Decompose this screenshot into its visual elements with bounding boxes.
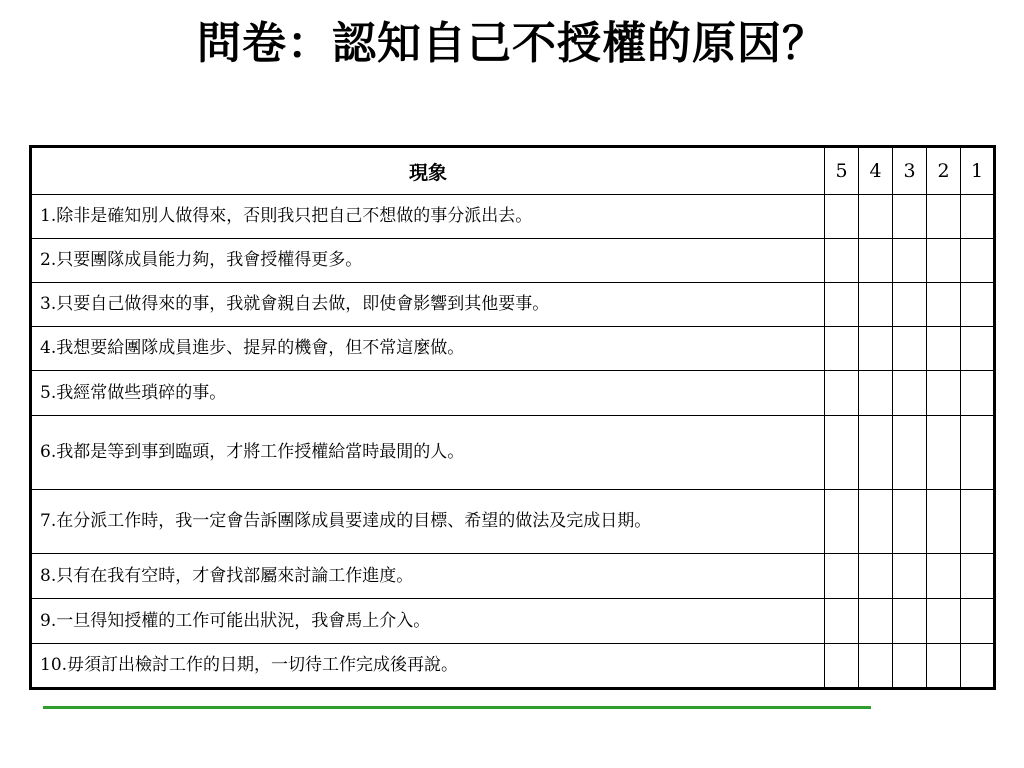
score-cell-3[interactable] — [893, 283, 927, 327]
question-number: 1. — [40, 206, 57, 226]
question-content — [40, 335, 816, 362]
question-number: 2. — [40, 250, 57, 270]
score-cell-2[interactable] — [927, 195, 961, 239]
score-cell-2[interactable] — [927, 599, 961, 644]
score-cell-3[interactable] — [893, 239, 927, 283]
table-row — [31, 554, 995, 599]
score-cell-2[interactable] — [927, 554, 961, 599]
score-cell-1[interactable] — [961, 416, 995, 490]
question-cell — [31, 416, 825, 490]
question-content — [40, 247, 816, 274]
question-number: 10. — [40, 655, 68, 675]
question-text: 只有在我有空時，才會找部屬來討論工作進度。 — [56, 565, 414, 586]
question-content — [40, 203, 816, 230]
score-cell-5[interactable] — [825, 239, 859, 283]
score-cell-1[interactable] — [961, 490, 995, 554]
question-content — [40, 380, 816, 407]
question-cell — [31, 490, 825, 554]
score-cell-5[interactable] — [825, 195, 859, 239]
table-header-row — [31, 147, 995, 195]
score-cell-3[interactable] — [893, 371, 927, 416]
score-cell-2[interactable] — [927, 327, 961, 371]
question-cell — [31, 644, 825, 689]
score-cell-4[interactable] — [859, 416, 893, 490]
score-cell-4[interactable] — [859, 239, 893, 283]
question-text: 我都是等到事到臨頭，才將工作授權給當時最閒的人。 — [56, 442, 465, 462]
header-score-1: 1 — [961, 147, 995, 195]
score-cell-1[interactable] — [961, 371, 995, 416]
score-cell-3[interactable] — [893, 195, 927, 239]
header-score-5: 5 — [825, 147, 859, 195]
score-cell-5[interactable] — [825, 283, 859, 327]
table-row — [31, 327, 995, 371]
question-number: 5. — [40, 382, 57, 403]
score-cell-2[interactable] — [927, 283, 961, 327]
score-cell-5[interactable] — [825, 327, 859, 371]
question-text: 只要自己做得來的事，我就會親自去做，即使會影響到其他要事。 — [56, 294, 550, 314]
score-cell-4[interactable] — [859, 599, 893, 644]
table-row — [31, 490, 995, 554]
score-cell-1[interactable] — [961, 283, 995, 327]
question-number: 4. — [40, 338, 57, 358]
question-number: 3. — [40, 294, 57, 314]
question-cell — [31, 554, 825, 599]
table-row — [31, 195, 995, 239]
question-number: 8. — [40, 565, 57, 586]
question-text: 我想要給團隊成員進步、提昇的機會，但不常這麼做。 — [56, 338, 465, 358]
score-cell-2[interactable] — [927, 371, 961, 416]
score-cell-5[interactable] — [825, 490, 859, 554]
question-text: 除非是確知別人做得來，否則我只把自己不想做的事分派出去。 — [56, 206, 533, 226]
score-cell-4[interactable] — [859, 554, 893, 599]
question-content — [40, 508, 816, 535]
table-row — [31, 239, 995, 283]
question-cell — [31, 599, 825, 644]
score-cell-2[interactable] — [927, 490, 961, 554]
survey-table — [29, 145, 996, 690]
table-row — [31, 599, 995, 644]
question-content — [40, 563, 816, 590]
score-cell-5[interactable] — [825, 416, 859, 490]
score-cell-5[interactable] — [825, 644, 859, 689]
question-text: 毋須訂出檢討工作的日期，一切待工作完成後再說。 — [67, 655, 459, 675]
survey-body — [31, 195, 995, 689]
table-row — [31, 416, 995, 490]
score-cell-5[interactable] — [825, 371, 859, 416]
score-cell-1[interactable] — [961, 327, 995, 371]
score-cell-4[interactable] — [859, 371, 893, 416]
question-number: 9. — [40, 610, 57, 631]
table-row — [31, 371, 995, 416]
question-cell — [31, 327, 825, 371]
score-cell-1[interactable] — [961, 599, 995, 644]
score-cell-4[interactable] — [859, 327, 893, 371]
score-cell-3[interactable] — [893, 416, 927, 490]
score-cell-4[interactable] — [859, 283, 893, 327]
score-cell-3[interactable] — [893, 327, 927, 371]
score-cell-1[interactable] — [961, 554, 995, 599]
table-row — [31, 283, 995, 327]
score-cell-1[interactable] — [961, 239, 995, 283]
question-text: 在分派工作時，我一定會告訴團隊成員要達成的目標、希望的做法及完成日期。 — [56, 511, 652, 531]
question-content — [40, 652, 816, 679]
question-content — [40, 291, 816, 318]
score-cell-3[interactable] — [893, 599, 927, 644]
question-number: 6. — [40, 442, 57, 462]
score-cell-4[interactable] — [859, 644, 893, 689]
question-text: 只要團隊成員能力夠，我會授權得更多。 — [56, 250, 363, 270]
score-cell-2[interactable] — [927, 644, 961, 689]
score-cell-4[interactable] — [859, 490, 893, 554]
footer-accent-line — [43, 706, 871, 709]
table-row — [31, 644, 995, 689]
score-cell-1[interactable] — [961, 195, 995, 239]
question-cell — [31, 239, 825, 283]
question-text: 我經常做些瑣碎的事。 — [56, 382, 227, 403]
question-text: 一旦得知授權的工作可能出狀況，我會馬上介入。 — [56, 610, 431, 631]
question-cell — [31, 195, 825, 239]
slide-title: 問卷：認知自己不授權的原因？ — [197, 18, 827, 69]
question-number: 7. — [40, 511, 57, 531]
question-content — [40, 439, 816, 466]
score-cell-3[interactable] — [893, 644, 927, 689]
score-cell-2[interactable] — [927, 416, 961, 490]
question-cell — [31, 283, 825, 327]
score-cell-5[interactable] — [825, 554, 859, 599]
score-cell-4[interactable] — [859, 195, 893, 239]
question-content — [40, 608, 816, 635]
survey-table-container — [29, 145, 996, 690]
score-cell-3[interactable] — [893, 554, 927, 599]
score-cell-1[interactable] — [961, 644, 995, 689]
score-cell-2[interactable] — [927, 239, 961, 283]
score-cell-3[interactable] — [893, 490, 927, 554]
score-cell-5[interactable] — [825, 599, 859, 644]
header-score-4: 4 — [859, 147, 893, 195]
header-score-3: 3 — [893, 147, 927, 195]
question-cell — [31, 371, 825, 416]
header-phenomenon: 現象 — [31, 147, 825, 195]
header-score-2: 2 — [927, 147, 961, 195]
